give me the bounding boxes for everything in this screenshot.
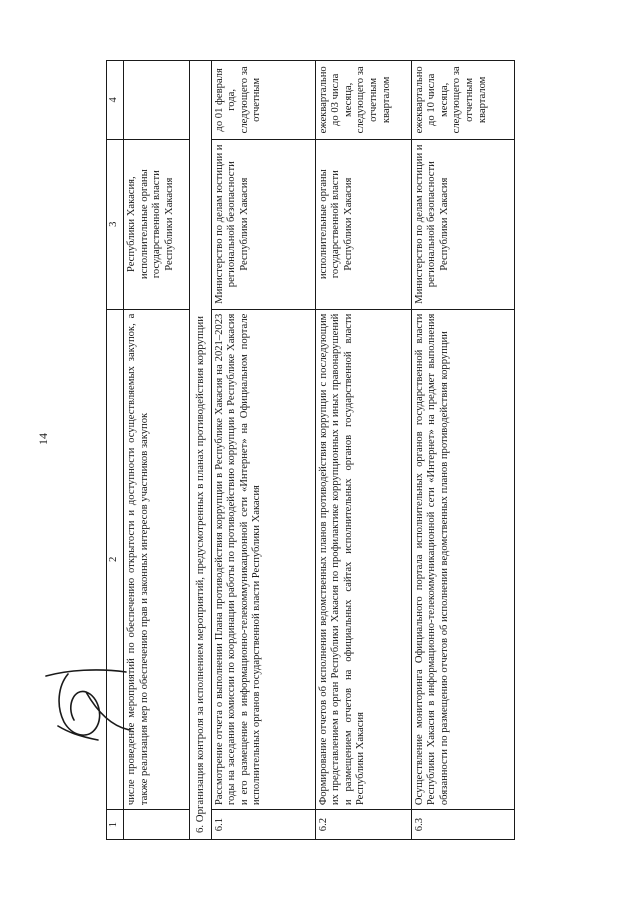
rotated-page-content (106, 60, 576, 840)
executor-cell: Республики Хакасия, исполнительные органы государственной власти Республики Хакасия (124, 139, 190, 309)
table-row (411, 61, 514, 840)
deadline-cell: ежеквартально до 10 числа месяца, следующего за отчетным кварталом (411, 61, 514, 140)
column-header: 3 (107, 139, 124, 309)
activity-cell: Рассмотрение отчета о выполнении Плана противодействия коррупции в Республике Хакасия на 2021–2023 годы на заседании комиссии по координации работы по противодействию коррупции в Республике Хакасия и его размещение в информационно-телекоммуникационной сети «Интернет» на Официальном портале исполнительных органов государственной власти Республики Хакасия (211, 309, 315, 809)
row-number (124, 810, 190, 840)
deadline-cell: до 01 февраля года, следующего за отчетным (211, 61, 315, 140)
table-row (211, 61, 315, 840)
activity-cell: числе проведение мероприятий по обеспечению открытости и доступности осуществляемых закупок, а также реализация мер по обеспечению прав и законных интересов участников закупок (124, 309, 190, 809)
row-number: 6.3 (411, 810, 514, 840)
activity-cell: Осуществление мониторинга Официального портала исполнительных органов государственной власти Республики Хакасия в информационно-телекоммуникационной сети «Интернет» на предмет выполнения обязанности по размещению отчетов об исполнении ведомственных планов противодействия коррупции (411, 309, 514, 809)
page-number: 14 (36, 433, 50, 445)
executor-cell: Министерство по делам юстиции и региональной безопасности Республики Хакасия (211, 139, 315, 309)
section-title: 6. Организация контроля за исполнением мероприятий, предусмотренных в планах противодействия коррупции (190, 61, 212, 840)
deadline-cell: ежеквартально до 03 числа месяца, следующего за отчетным кварталом (315, 61, 411, 140)
section-row (190, 61, 212, 840)
table-row (315, 61, 411, 840)
handwritten-signature (38, 666, 138, 756)
column-header: 1 (107, 810, 124, 840)
row-number: 6.1 (211, 810, 315, 840)
row-number: 6.2 (315, 810, 411, 840)
column-header: 2 (107, 309, 124, 809)
executor-cell: Министерство по делам юстиции и региональной безопасности Республики Хакасия (411, 139, 514, 309)
column-header: 4 (107, 61, 124, 140)
executor-cell: исполнительные органы государственной власти Республики Хакасия (315, 139, 411, 309)
deadline-cell (124, 61, 190, 140)
activity-cell: Формирование отчетов об исполнении ведомственных планов противодействия коррупции с последующим их представлением в орган Республики Хакасия по профилактике коррупционных и иных правонарушений и размещением отчетов на официальных сайтах исполнительных органов государственной власти Республики Хакасия (315, 309, 411, 809)
anti-corruption-plan-table (106, 60, 515, 840)
